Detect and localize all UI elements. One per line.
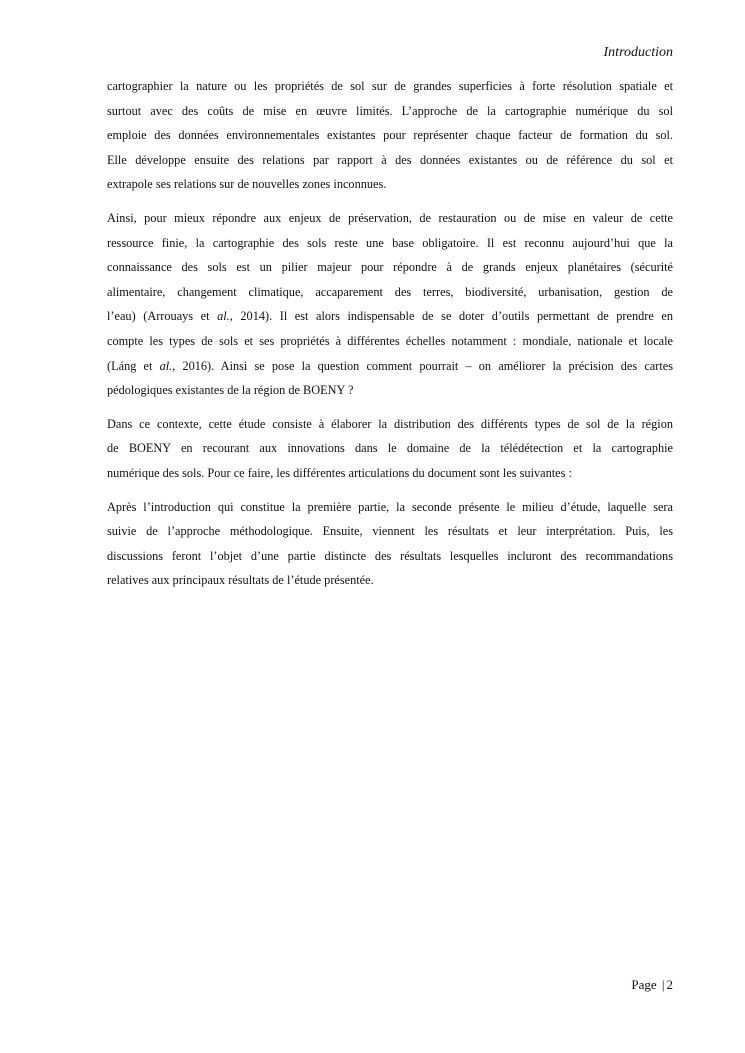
text-line bbox=[107, 354, 673, 379]
text-segment: Elle développe ensuite des relations par rapport à des données existantes ou de référence du sol et bbox=[107, 152, 673, 167]
text-segment: discussions feront l’objet d’une partie distincte des résultats lesquelles incluront des recommandations bbox=[107, 548, 673, 563]
text-line bbox=[107, 99, 673, 124]
body-text bbox=[107, 74, 673, 602]
text-line bbox=[107, 568, 673, 593]
page-number: 2 bbox=[666, 977, 673, 992]
text-line bbox=[107, 329, 673, 354]
text-segment: alimentaire, changement climatique, accaparement des terres, biodiversité, urbanisation, gestion de bbox=[107, 284, 673, 299]
text-line bbox=[107, 495, 673, 520]
text-line bbox=[107, 206, 673, 231]
paragraph bbox=[107, 412, 673, 486]
text-segment: emploie des données environnementales existantes pour représenter chaque facteur de formation du sol. bbox=[107, 128, 673, 143]
running-header-title: Introduction bbox=[603, 45, 673, 60]
text-segment: ressource finie, la cartographie des sols reste une base obligatoire. Il est reconnu aujourd’hui que la bbox=[107, 235, 673, 250]
text-segment: relatives aux principaux résultats de l’étude présentée. bbox=[107, 573, 374, 588]
text-segment: , 2016). Ainsi se pose la question comment pourrait – on améliorer la précision des cartes bbox=[172, 358, 673, 373]
text-line bbox=[107, 461, 673, 486]
text-segment: pédologiques existantes de la région de BOENY ? bbox=[107, 383, 354, 398]
text-line bbox=[107, 123, 673, 148]
page-label: Page bbox=[631, 977, 657, 992]
text-segment: Ainsi, pour mieux répondre aux enjeux de préservation, de restauration ou de mise en valeur de cette bbox=[107, 210, 673, 225]
text-segment: surtout avec des coûts de mise en œuvre limités. L’approche de la cartographie numérique du sol bbox=[107, 103, 673, 118]
text-segment: connaissance des sols est un pilier majeur pour répondre à de grands enjeux planétaires (sécurité bbox=[107, 260, 673, 275]
page-footer bbox=[631, 976, 673, 994]
text-segment: l’eau) (Arrouays et bbox=[107, 309, 218, 324]
text-segment: suivie de l’approche méthodologique. Ensuite, viennent les résultats et leur interprétation. Puis, les bbox=[107, 524, 673, 539]
paragraph bbox=[107, 495, 673, 593]
text-line bbox=[107, 519, 673, 544]
text-segment: de BOENY en recourant aux innovations dans le domaine de la télédétection et la cartographie bbox=[107, 441, 673, 456]
text-line bbox=[107, 74, 673, 99]
text-segment: cartographier la nature ou les propriétés de sol sur de grandes superficies à forte résolution spatiale et bbox=[107, 79, 673, 93]
text-segment: numérique des sols. Pour ce faire, les différentes articulations du document sont les suivantes : bbox=[107, 465, 572, 480]
text-line bbox=[107, 255, 673, 280]
paragraph bbox=[107, 206, 673, 403]
text-segment: extrapole ses relations sur de nouvelles zones inconnues. bbox=[107, 177, 387, 192]
text-line bbox=[107, 231, 673, 256]
text-segment: Dans ce contexte, cette étude consiste à élaborer la distribution des différents types de sol de la région bbox=[107, 416, 673, 431]
citation-etal: al. bbox=[217, 309, 230, 324]
text-segment: (Láng et bbox=[107, 358, 160, 373]
text-line bbox=[107, 280, 673, 305]
text-line bbox=[107, 148, 673, 173]
text-line bbox=[107, 412, 673, 437]
text-line bbox=[107, 544, 673, 569]
text-line bbox=[107, 436, 673, 461]
text-line bbox=[107, 304, 673, 329]
citation-etal: al. bbox=[159, 358, 173, 373]
text-segment: , 2014). Il est alors indispensable de se doter d’outils permettant de prendre en bbox=[229, 309, 673, 324]
text-line bbox=[107, 378, 673, 403]
text-segment: Après l’introduction qui constitue la première partie, la seconde présente le milieu d’étude, laquelle sera bbox=[107, 499, 673, 514]
text-line bbox=[107, 172, 673, 197]
paragraph bbox=[107, 74, 673, 197]
text-segment: compte les types de sols et ses propriétés à différentes échelles notamment : mondiale, nationale et locale bbox=[107, 333, 673, 348]
page-separator: | bbox=[661, 977, 665, 992]
